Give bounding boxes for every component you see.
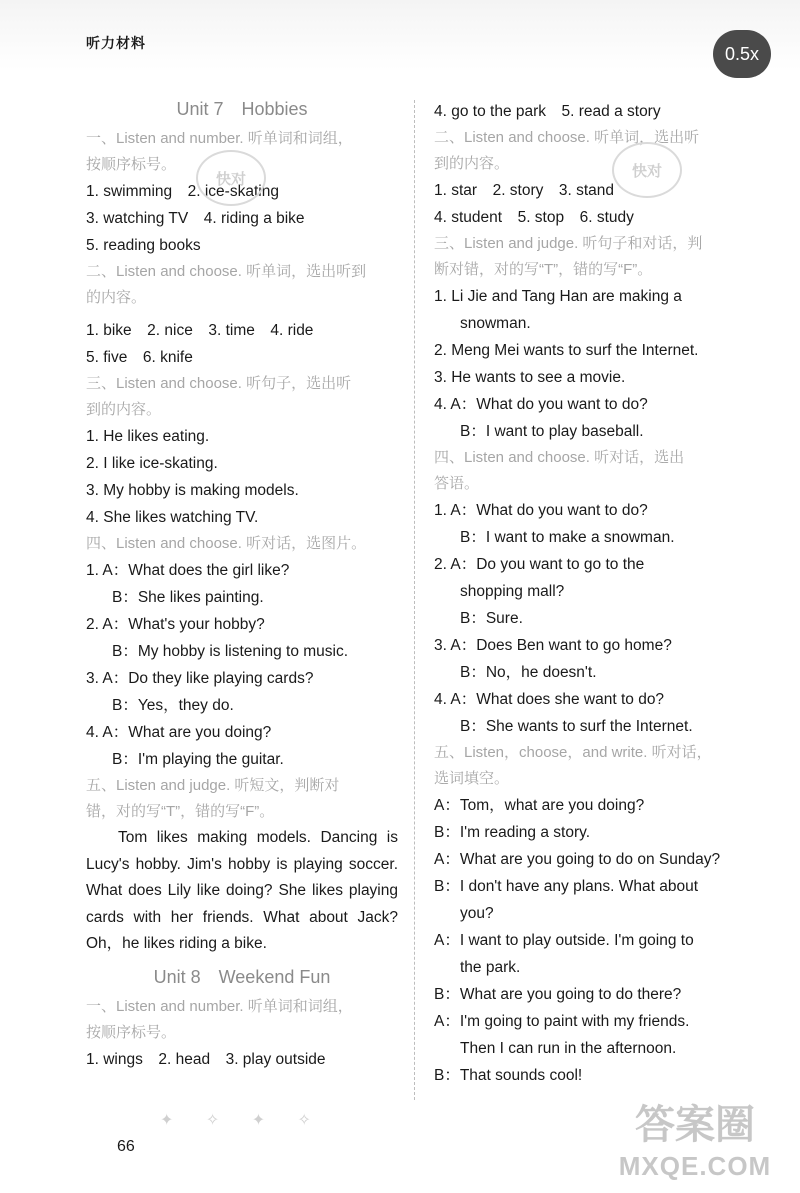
dialogue-line: B：My hobby is listening to music. bbox=[112, 643, 349, 660]
answer-line: snowman. bbox=[460, 315, 531, 332]
answer-line: 1. wings 2. head 3. play outside bbox=[86, 1050, 326, 1068]
dialogue-line: B：She likes painting. bbox=[112, 589, 264, 606]
answer-line: 4. go to the park 5. read a story bbox=[434, 103, 661, 120]
column-divider bbox=[414, 100, 415, 1100]
section-heading: 一、Listen and number. 听单词和词组， bbox=[86, 130, 353, 147]
section-heading: 按顺序标号。 bbox=[86, 156, 177, 173]
dialogue-line: 3. A：Do they like playing cards? bbox=[86, 670, 314, 687]
dialogue-line: B：I want to play baseball. bbox=[460, 423, 644, 440]
answer-line: 1. Li Jie and Tang Han are making a bbox=[434, 288, 682, 305]
answer-line: 4. She likes watching TV. bbox=[86, 509, 259, 526]
section-heading: 四、Listen and choose. 听对话，选出 bbox=[434, 449, 685, 466]
playback-speed-button[interactable]: 0.5x bbox=[713, 30, 771, 78]
dialogue-line: 3. A：Does Ben want to go home? bbox=[434, 637, 672, 654]
dialogue-line: 4. A：What are you doing? bbox=[86, 724, 272, 741]
answer-line: 1. bike 2. nice 3. time 4. ride bbox=[86, 322, 314, 339]
dialogue-line: shopping mall? bbox=[460, 583, 565, 600]
answer-line: 5. reading books bbox=[86, 237, 201, 254]
dialogue-line: B：What are you going to do there? bbox=[434, 986, 682, 1003]
dialogue-line: 1. A：What does the girl like? bbox=[86, 562, 290, 579]
answer-line: 2. Meng Mei wants to surf the Internet. bbox=[434, 342, 699, 359]
dialogue-line: Then I can run in the afternoon. bbox=[460, 1040, 677, 1057]
answer-line: 1. swimming 2. ice-skating bbox=[86, 183, 279, 200]
dialogue-line: A：I want to play outside. I'm going to bbox=[434, 932, 694, 949]
dialogue-line: B：I'm playing the guitar. bbox=[112, 751, 284, 768]
section-heading: 五、Listen，choose，and write. 听对话， bbox=[434, 744, 712, 761]
left-column bbox=[86, 96, 398, 1073]
dialogue-line: 4. A：What does she want to do? bbox=[434, 691, 665, 708]
answer-line: 2. I like ice-skating. bbox=[86, 455, 218, 472]
dialogue-line: B：I want to make a snowman. bbox=[460, 529, 675, 546]
watermark-url: MXQE.COM bbox=[618, 1151, 772, 1181]
section-heading: 二、Listen and choose. 听单词，选出听到 bbox=[86, 263, 367, 280]
answer-line: 3. My hobby is making models. bbox=[86, 482, 299, 499]
section-heading: 的内容。 bbox=[86, 289, 147, 306]
dialogue-line: B：No，he doesn't. bbox=[460, 664, 597, 681]
dialogue-line: A：I'm going to paint with my friends. bbox=[434, 1013, 690, 1030]
dialogue-line: B：Sure. bbox=[460, 610, 523, 627]
answer-line: 1. star 2. story 3. stand bbox=[434, 182, 615, 199]
answer-line: 5. five 6. knife bbox=[86, 349, 193, 366]
site-watermark bbox=[600, 1100, 790, 1190]
dialogue-line: B：Yes，they do. bbox=[112, 697, 234, 714]
answer-line: 4. student 5. stop 6. study bbox=[434, 209, 634, 226]
dialogue-line: B：She wants to surf the Internet. bbox=[460, 718, 693, 735]
section-heading: 一、Listen and number. 听单词和词组， bbox=[86, 997, 353, 1015]
section-heading: 到的内容。 bbox=[434, 155, 510, 172]
answer-line: 3. watching TV 4. riding a bike bbox=[86, 210, 305, 227]
dialogue-line: A：What are you going to do on Sunday? bbox=[434, 851, 721, 868]
section-heading: 断对错，对的写“T”，错的写“F”。 bbox=[434, 261, 653, 278]
section-heading: 答语。 bbox=[434, 475, 480, 492]
section-heading: 三、Listen and judge. 听句子和对话，判 bbox=[434, 235, 703, 252]
watermark-stamp: 快对 bbox=[612, 142, 682, 198]
dialogue-line: 2. A：Do you want to go to the bbox=[434, 556, 645, 573]
dialogue-line: 2. A：What's your hobby? bbox=[86, 616, 265, 633]
unit-title: Unit 7 Hobbies bbox=[176, 99, 308, 119]
dialogue-line: 1. A：What do you want to do? bbox=[434, 502, 648, 519]
answer-line: 3. He wants to see a movie. bbox=[434, 369, 626, 386]
section-title: 听力材料 bbox=[86, 35, 146, 51]
section-heading: 五、Listen and judge. 听短文，判断对 bbox=[86, 777, 340, 794]
dialogue-line: A：Tom，what are you doing? bbox=[434, 797, 645, 814]
dialogue-line: B：That sounds cool! bbox=[434, 1067, 583, 1084]
section-heading: 错，对的写“T”，错的写“F”。 bbox=[86, 803, 275, 820]
answer-line: 1. He likes eating. bbox=[86, 428, 210, 445]
dialogue-line: 4. A：What do you want to do? bbox=[434, 396, 648, 413]
section-heading: 四、Listen and choose. 听对话，选图片。 bbox=[86, 535, 367, 552]
section-heading: 按顺序标号。 bbox=[86, 1023, 177, 1041]
dialogue-line: you? bbox=[460, 905, 494, 922]
watermark-logo: 答案圈 bbox=[635, 1103, 755, 1147]
page-number: 66 bbox=[117, 1138, 135, 1155]
section-heading: 到的内容。 bbox=[86, 401, 162, 418]
right-column bbox=[434, 96, 748, 1089]
passage-text: Tom likes making models. Dancing is Lucy's hobby. Jim's hobby is playing soccer. What does Lily like doing? She likes playing cards with her friends. What about Jack? Oh，he likes riding a bike. bbox=[86, 829, 398, 952]
unit-title: Unit 8 Weekend Fun bbox=[153, 966, 331, 987]
section-heading: 三、Listen and choose. 听句子，选出听 bbox=[86, 375, 352, 392]
footer-decoration: ✦ ✧ ✦ ✧ bbox=[160, 1112, 325, 1129]
watermark-stamp: 快对 bbox=[196, 150, 266, 206]
dialogue-line: B：I'm reading a story. bbox=[434, 824, 591, 841]
dialogue-line: the park. bbox=[460, 959, 521, 976]
dialogue-line: B：I don't have any plans. What about bbox=[434, 878, 699, 895]
section-heading: 二、Listen and choose. 听单词，选出听 bbox=[434, 129, 700, 146]
section-heading: 选词填空。 bbox=[434, 770, 510, 787]
